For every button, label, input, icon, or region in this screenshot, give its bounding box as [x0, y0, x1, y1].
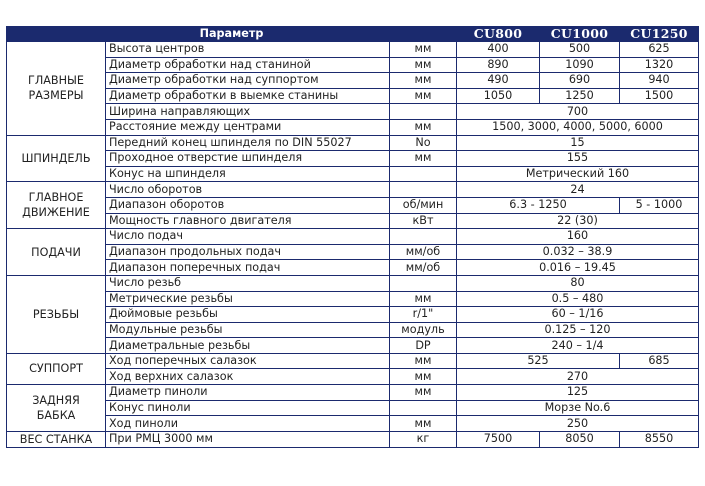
param-unit: мм: [390, 369, 457, 385]
value-cell: 0.125 – 120: [457, 322, 699, 338]
table-row: [7, 88, 699, 104]
param-name: Конус на шпинделя: [106, 166, 390, 182]
param-name: При РМЦ 3000 мм: [106, 431, 390, 447]
value-cell: 15: [457, 135, 699, 151]
param-unit: модуль: [390, 322, 457, 338]
value-cell: 700: [457, 104, 699, 120]
value-cell: 6.3 - 1250: [457, 197, 620, 213]
table-row: [7, 369, 699, 385]
value-cell: 690: [540, 73, 620, 89]
group-label: СУППОРТ: [7, 353, 106, 384]
table-row: [7, 42, 699, 58]
param-unit: мм: [390, 385, 457, 401]
header-row: [7, 27, 699, 42]
value-cell: 160: [457, 229, 699, 245]
table-row: [7, 322, 699, 338]
value-cell: 940: [620, 73, 699, 89]
value-cell: 525: [457, 353, 620, 369]
param-unit: мм: [390, 416, 457, 432]
param-unit: r/1": [390, 307, 457, 323]
param-name: Диапазон продольных подач: [106, 244, 390, 260]
value-cell: 0.032 – 38.9: [457, 244, 699, 260]
value-cell: 685: [620, 353, 699, 369]
value-cell: 8050: [540, 431, 620, 447]
header-parameter: Параметр: [7, 27, 457, 42]
param-unit: кВт: [390, 213, 457, 229]
table-row: [7, 291, 699, 307]
group-label: ШПИНДЕЛЬ: [7, 135, 106, 182]
param-unit: кг: [390, 431, 457, 447]
param-unit: мм/об: [390, 260, 457, 276]
group-label: ПОДАЧИ: [7, 229, 106, 276]
table-row: [7, 151, 699, 167]
param-name: Диаметральные резьбы: [106, 338, 390, 354]
value-cell: 1250: [540, 88, 620, 104]
param-name: Расстояние между центрами: [106, 119, 390, 135]
value-cell: 155: [457, 151, 699, 167]
param-name: Мощность главного двигателя: [106, 213, 390, 229]
table-row: [7, 104, 699, 120]
param-name: Ход верхних салазок: [106, 369, 390, 385]
value-cell: Метрический 160: [457, 166, 699, 182]
table-row: [7, 57, 699, 73]
table-row: [7, 197, 699, 213]
header-model-cu800: CU800: [457, 27, 540, 42]
param-unit: мм: [390, 151, 457, 167]
table-row: [7, 260, 699, 276]
param-unit: мм/об: [390, 244, 457, 260]
param-name: Диапазон оборотов: [106, 197, 390, 213]
param-name: Ход поперечных салазок: [106, 353, 390, 369]
spec-body: [7, 42, 699, 448]
value-cell: 250: [457, 416, 699, 432]
value-cell: 1090: [540, 57, 620, 73]
table-row: [7, 338, 699, 354]
param-unit: [390, 182, 457, 198]
value-cell: 80: [457, 275, 699, 291]
group-label: ВЕС СТАНКА: [7, 431, 106, 447]
value-cell: 5 - 1000: [620, 197, 699, 213]
table-row: [7, 119, 699, 135]
value-cell: 500: [540, 42, 620, 58]
group-label: ЗАДНЯЯ БАБКА: [7, 385, 106, 432]
param-name: Число оборотов: [106, 182, 390, 198]
table-row: [7, 416, 699, 432]
value-cell: 490: [457, 73, 540, 89]
value-cell: 1500, 3000, 4000, 5000, 6000: [457, 119, 699, 135]
param-name: Дюймовые резьбы: [106, 307, 390, 323]
value-cell: Морзе No.6: [457, 400, 699, 416]
group-label: ГЛАВНОЕ ДВИЖЕНИЕ: [7, 182, 106, 229]
spec-table: [6, 26, 699, 448]
header-model-cu1250: CU1250: [620, 27, 699, 42]
param-unit: [390, 104, 457, 120]
param-name: Число резьб: [106, 275, 390, 291]
value-cell: 0.5 – 480: [457, 291, 699, 307]
table-row: [7, 73, 699, 89]
value-cell: 240 – 1/4: [457, 338, 699, 354]
table-row: [7, 275, 699, 291]
value-cell: 0.016 – 19.45: [457, 260, 699, 276]
value-cell: 60 – 1/16: [457, 307, 699, 323]
value-cell: 125: [457, 385, 699, 401]
param-name: Диаметр пиноли: [106, 385, 390, 401]
param-name: Число подач: [106, 229, 390, 245]
param-name: Диаметр обработки в выемке станины: [106, 88, 390, 104]
param-name: Модульные резьбы: [106, 322, 390, 338]
param-unit: мм: [390, 42, 457, 58]
value-cell: 24: [457, 182, 699, 198]
table-row: [7, 213, 699, 229]
param-unit: мм: [390, 88, 457, 104]
value-cell: 890: [457, 57, 540, 73]
param-name: Метрические резьбы: [106, 291, 390, 307]
table-row: [7, 166, 699, 182]
param-name: Диаметр обработки над суппортом: [106, 73, 390, 89]
table-row: [7, 244, 699, 260]
table-row: [7, 182, 699, 198]
table-row: [7, 307, 699, 323]
param-unit: [390, 166, 457, 182]
param-unit: [390, 275, 457, 291]
param-unit: об/мин: [390, 197, 457, 213]
value-cell: 1500: [620, 88, 699, 104]
table-row: [7, 229, 699, 245]
group-label: ГЛАВНЫЕ РАЗМЕРЫ: [7, 42, 106, 136]
table-row: [7, 135, 699, 151]
table-row: [7, 400, 699, 416]
param-unit: мм: [390, 119, 457, 135]
value-cell: 22 (30): [457, 213, 699, 229]
param-name: Проходное отверстие шпинделя: [106, 151, 390, 167]
param-name: Диаметр обработки над станиной: [106, 57, 390, 73]
param-name: Конус пиноли: [106, 400, 390, 416]
header-model-cu1000: CU1000: [540, 27, 620, 42]
table-row: [7, 385, 699, 401]
param-unit: [390, 229, 457, 245]
value-cell: 1320: [620, 57, 699, 73]
param-unit: DP: [390, 338, 457, 354]
table-row: [7, 353, 699, 369]
value-cell: 8550: [620, 431, 699, 447]
value-cell: 400: [457, 42, 540, 58]
param-name: Передний конец шпинделя по DIN 55027: [106, 135, 390, 151]
group-label: РЕЗЬБЫ: [7, 275, 106, 353]
value-cell: 7500: [457, 431, 540, 447]
param-unit: мм: [390, 57, 457, 73]
param-name: Ход пиноли: [106, 416, 390, 432]
param-name: Диапазон поперечных подач: [106, 260, 390, 276]
param-unit: No: [390, 135, 457, 151]
param-unit: мм: [390, 73, 457, 89]
table-row: [7, 431, 699, 447]
param-unit: мм: [390, 353, 457, 369]
param-unit: мм: [390, 291, 457, 307]
value-cell: 270: [457, 369, 699, 385]
param-name: Ширина направляющих: [106, 104, 390, 120]
param-unit: [390, 400, 457, 416]
value-cell: 625: [620, 42, 699, 58]
param-name: Высота центров: [106, 42, 390, 58]
value-cell: 1050: [457, 88, 540, 104]
